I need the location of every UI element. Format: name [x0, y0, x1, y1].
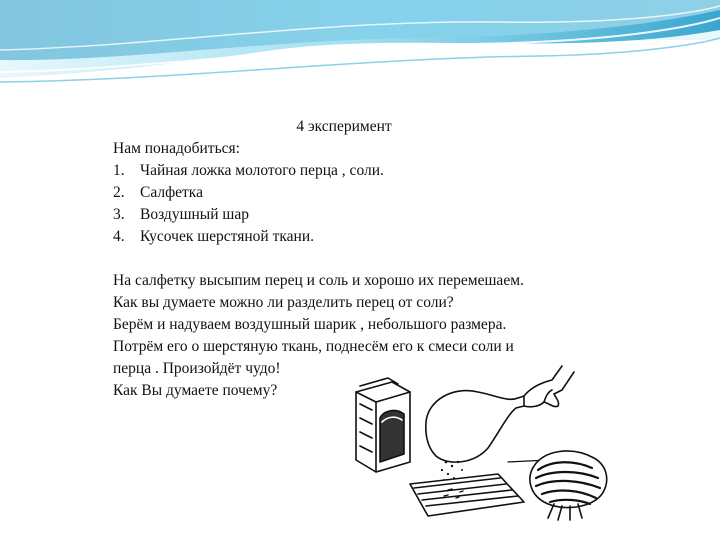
- balloon-icon: [426, 391, 524, 463]
- paragraph-line: Как вы думаете можно ли разделить перец от соли?: [113, 294, 454, 311]
- list-item: 4. Кусочек шерстяной ткани.: [113, 228, 315, 245]
- slide-title: 4 эксперимент: [296, 118, 392, 135]
- list-item: 3. Воздушный шар: [113, 206, 249, 223]
- napkin-icon: [410, 474, 524, 516]
- spice-box-icon: [356, 378, 410, 472]
- hand-icon: [524, 366, 574, 407]
- list-item: 1. Чайная ложка молотого перца , соли.: [113, 162, 384, 179]
- experiment-illustration: [348, 362, 612, 522]
- slide-content: [113, 116, 673, 402]
- intro-text: Нам понадобиться:: [113, 140, 240, 157]
- paragraph-line: Потрём его о шерстяную ткань, поднесём его к смеси соли и: [113, 338, 514, 355]
- paragraph-line: перца . Произойдёт чудо!: [113, 360, 281, 377]
- paragraph-line: На салфетку высыпим перец и соль и хорошо их перемешаем.: [113, 272, 524, 289]
- paragraph-line: Как Вы думаете почему?: [113, 382, 278, 399]
- paragraph-line: Берём и надуваем воздушный шарик , небольшого размера.: [113, 316, 507, 333]
- list-item: 2. Салфетка: [113, 184, 203, 201]
- materials-list: [113, 160, 673, 248]
- header-wave-decoration: [0, 0, 720, 90]
- wool-cloth-icon: [530, 451, 607, 520]
